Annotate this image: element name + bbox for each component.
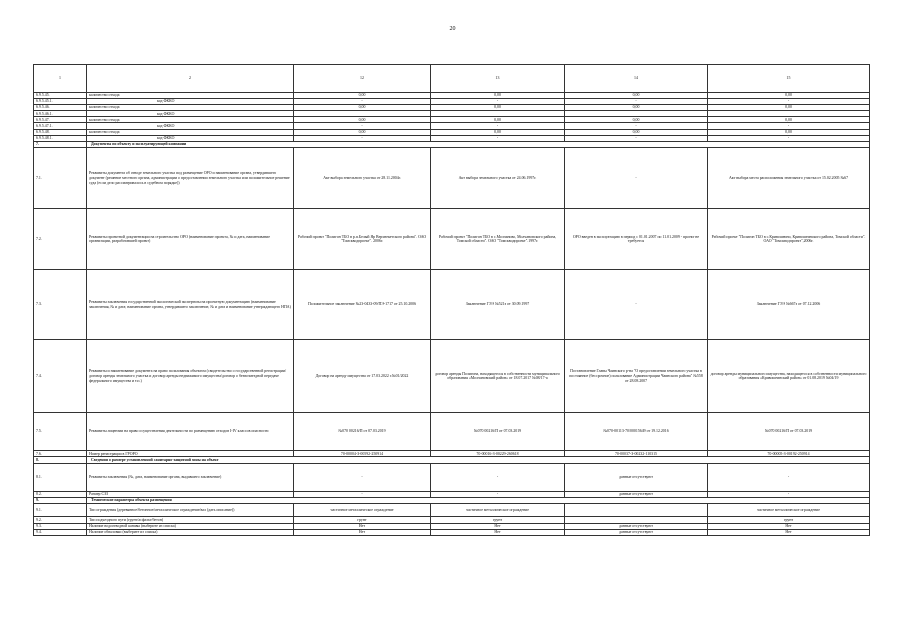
value-cell: Нет [294, 529, 431, 535]
row-label-cell: Тип подъездного пути (грунт/асфальт/бетон) [87, 517, 294, 523]
value-cell: ОРО введен в эксплуатацию в период с 01.01.2007 по 11.01.2009 - проект не требуется [565, 209, 708, 270]
value-cell: - [294, 463, 431, 491]
value-cell: №070 00216/П от 07.03.2019 [431, 413, 565, 451]
section-title: Технические параметры объекта размещения [87, 497, 870, 504]
value-cell: договор аренды Полигона, находящегося в собственности муниципального образования «Молчановский район» от 18.07.2017 №08/17-а [431, 340, 565, 413]
value-cell: данные отсутствуют [565, 523, 708, 529]
header-cell: 15 [708, 65, 870, 93]
value-cell: частичное металлическое ограждение [431, 504, 565, 517]
row-number-cell: 9.2. [34, 517, 87, 523]
value-cell: - [294, 491, 431, 497]
value-cell: - [431, 463, 565, 491]
value-cell: 70-00004-З-00592-250914 [294, 451, 431, 457]
value-cell: 0,00 [294, 93, 431, 99]
row-label-cell: Реквизиты проектной документации на строительство ОРО (наименование проекта, № и дата, наименование организации, разработавшей проект) [87, 209, 294, 270]
row-number-cell: 7.2. [34, 209, 87, 270]
value-cell: - [294, 123, 431, 129]
header-cell: 12 [294, 65, 431, 93]
row-label-cell: Реквизиты лицензии на право осуществления деятельности по размещению отходов I-IV классов опасности [87, 413, 294, 451]
row-label-cell: код ФККО [87, 111, 294, 117]
header-cell: 1 [34, 65, 87, 93]
table-header-row [34, 65, 870, 93]
value-cell: - [431, 491, 565, 497]
header-cell: 2 [87, 65, 294, 93]
value-cell: частичное металлическое ограждение [294, 504, 431, 517]
value-cell: 0,00 [431, 117, 565, 123]
row-number-cell: 9.3. [34, 523, 87, 529]
table-row [34, 209, 870, 270]
value-cell: Положительное заключение №23-0433-09/ПЭ-1717 от 25.10.2006 [294, 270, 431, 340]
value-cell: - [431, 123, 565, 129]
value-cell: Договор на аренду имущества от 17.03.2022 г.№01/2022 [294, 340, 431, 413]
table-row [34, 148, 870, 209]
value-cell: Нет [294, 523, 431, 529]
value-cell: 0,00 [294, 129, 431, 135]
value-cell: Заключение ГЭЭ №667э от 07.12.2006 [708, 270, 870, 340]
row-number-cell: 6.9.5.48.1. [34, 135, 87, 141]
value-cell: 70-00037-З-00232-110315 [565, 451, 708, 457]
value-cell: №070 00216/П от 07.03.2019 [294, 413, 431, 451]
table-row [34, 270, 870, 340]
row-label-cell: количество отхода [87, 129, 294, 135]
row-label-cell: Реквизиты заключения (№, дата, наименование органа, выдавшего заключение) [87, 463, 294, 491]
value-cell: 0,00 [294, 105, 431, 111]
row-label-cell: код ФККО [87, 123, 294, 129]
value-cell: данные отсутствуют [565, 491, 708, 497]
value-cell: данные отсутствуют [565, 463, 708, 491]
section-title: Сведения о размере установленной санитарно-защитной зоны на объект [87, 457, 870, 464]
value-cell: - [431, 99, 565, 105]
value-cell: Акт выбора места расположения земельного участка от 15.02.2005 №67 [708, 148, 870, 209]
row-number-cell: 8.2. [34, 491, 87, 497]
value-cell: - [565, 123, 708, 129]
value-cell: 0,00 [708, 117, 870, 123]
value-cell: 70-00005-З-00192-250914 [708, 451, 870, 457]
value-cell: Рабочий проект "Полигон ТБО в с.Кривошеино, Кривошеинского района, Томской области". ОАО "Томскводпроект",2006г. [708, 209, 870, 270]
row-number-cell: 6.9.5.46. [34, 105, 87, 111]
value-cell: грунт [431, 517, 565, 523]
row-number-cell: 6.9.5.45. [34, 93, 87, 99]
value-cell: - [565, 148, 708, 209]
row-label-cell: количество отхода [87, 105, 294, 111]
page-number: 20 [449, 26, 456, 32]
value-cell: грунт [294, 517, 431, 523]
section-number: 9. [34, 497, 87, 504]
value-cell: 0,00 [294, 117, 431, 123]
value-cell: Рабочий проект "Полигон ТБО в с.Молчаново, Молчановского района, Томской области". ОАО "Томскводпроект".1997г. [431, 209, 565, 270]
value-cell: 0,00 [565, 93, 708, 99]
row-label-cell: Реквизиты документа об отводе земельного участка под размещение ОРО и наименование органа, утвердившего документ (решение местного органа, администрации о предоставлении земельного участка или положительное решение суда (если дело рассматривалось в судебном порядке)) [87, 148, 294, 209]
value-cell: Нет [431, 529, 565, 535]
value-cell: договор аренды муниципального имущества, находящегося в собственности муниципального образования «Кривошеинский район» от 01.08.2019 №04/19 [708, 340, 870, 413]
row-number-cell: 6.9.5.47. [34, 117, 87, 123]
value-cell: 0,00 [565, 117, 708, 123]
row-label-cell: Реквизиты заключения государственной экологической экспертизы на проектную документацию (наименование заключения, № и дата; наименование органа, утвердившего заключение, № и дата и наименование утверждающего НПА) [87, 270, 294, 340]
value-cell: - [565, 135, 708, 141]
value-cell: данные отсутствуют [565, 529, 708, 535]
section-number: 8. [34, 457, 87, 464]
value-cell: Нет [708, 529, 870, 535]
value-cell: - [708, 123, 870, 129]
row-number-cell: 9.4. [34, 529, 87, 535]
value-cell: - [565, 99, 708, 105]
row-number-cell: 6.9.5.45.1. [34, 99, 87, 105]
row-number-cell: 7.5. [34, 413, 87, 451]
row-label-cell: Наличие водоотводной канавы (выберите из списка) [87, 523, 294, 529]
header-cell: 14 [565, 65, 708, 93]
row-number-cell: 9.1. [34, 504, 87, 517]
row-label-cell: Размер СЗЗ [87, 491, 294, 497]
value-cell: 0,00 [431, 105, 565, 111]
row-label-cell: Реквизиты и наименование документа на право пользования объектом (свидетельство о государственной регистрации/договор аренды земельного участка и договор аренды недвижимого имущества/договор о безвозмездной передаче федерального имущества и т.п.) [87, 340, 294, 413]
value-cell: 0,00 [708, 129, 870, 135]
value-cell: 0,00 [431, 129, 565, 135]
value-cell [565, 504, 708, 517]
value-cell: - [708, 463, 870, 491]
row-label-cell: код ФККО [87, 99, 294, 105]
value-cell: - [708, 99, 870, 105]
row-number-cell: 6.9.5.47.1. [34, 123, 87, 129]
table-row [34, 529, 870, 535]
value-cell: частичное металлическое ограждение [708, 504, 870, 517]
table-row [34, 413, 870, 451]
value-cell: Заключение ГЭЭ №521э от 30.09.1997 [431, 270, 565, 340]
row-number-cell: 6.9.5.48. [34, 129, 87, 135]
row-number-cell: 7.4. [34, 340, 87, 413]
value-cell: - [708, 135, 870, 141]
table-row [34, 463, 870, 491]
value-cell: Постановление Главы Чаинского р-на "О предоставлении земельного участка в постоянное (бессрочное) пользование Администрации Чаинского района" №558 от 28.08.2007 [565, 340, 708, 413]
value-cell: Акт выбора земельного участка от 28.11.2004г. [294, 148, 431, 209]
value-cell: 0,00 [431, 93, 565, 99]
value-cell: - [294, 135, 431, 141]
value-cell: Нет [431, 523, 565, 529]
value-cell: Акт выбора земельного участка от 24.06.1997г. [431, 148, 565, 209]
value-cell: грунт [708, 517, 870, 523]
section-title: Документы по объекту и эксплуатирующей компании [87, 141, 870, 148]
value-cell: - [565, 270, 708, 340]
register-table [33, 64, 870, 536]
header-cell: 13 [431, 65, 565, 93]
row-number-cell: 7.6. [34, 451, 87, 457]
value-cell: Нет [708, 523, 870, 529]
value-cell: Рабочий проект "Полигон ТБО в р.п.Белый Яр Верхнекетского района". ОАО "Томскводпроект". 2006г. [294, 209, 431, 270]
value-cell: №070-00113-70/00015649 от 19.12.2016 [565, 413, 708, 451]
value-cell: 0,00 [565, 105, 708, 111]
value-cell: №070 00216/П от 07.03.2019 [708, 413, 870, 451]
value-cell: 0,00 [565, 129, 708, 135]
row-number-cell: 7.1. [34, 148, 87, 209]
row-label-cell: количество отхода [87, 93, 294, 99]
value-cell: - [708, 491, 870, 497]
row-label-cell: Наличие обваловки (выберите из списка) [87, 529, 294, 535]
row-label-cell: Номер регистрации в ГРОРО [87, 451, 294, 457]
row-label-cell: количество отхода [87, 117, 294, 123]
value-cell: 0,00 [708, 93, 870, 99]
value-cell: - [294, 99, 431, 105]
row-label-cell: Тип ограждения (деревянное/бетонное/металлическое ограждение/вал (дать описание)) [87, 504, 294, 517]
value-cell: - [431, 135, 565, 141]
row-number-cell: 6.9.5.46.1. [34, 111, 87, 117]
table-row [34, 504, 870, 517]
section-number: 7. [34, 141, 87, 148]
table-row [34, 340, 870, 413]
value-cell: 70-00016-З-00229-260618 [431, 451, 565, 457]
row-number-cell: 7.3. [34, 270, 87, 340]
row-label-cell: код ФККО [87, 135, 294, 141]
value-cell: 0,00 [708, 105, 870, 111]
row-number-cell: 8.1. [34, 463, 87, 491]
